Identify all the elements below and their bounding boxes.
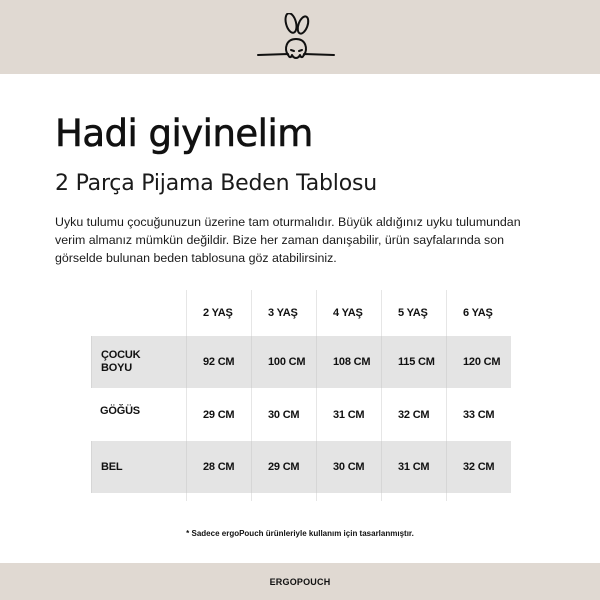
table-cell: 115 CM: [381, 336, 446, 388]
column-header: 2 YAŞ: [186, 290, 251, 336]
column-header: 5 YAŞ: [381, 290, 446, 336]
intro-paragraph: [55, 213, 550, 267]
intro-line: Uyku tulumu çocuğunuzun üzerine tam oturmalıdır. Büyük aldığınız uyku tulumundan: [55, 215, 521, 229]
table-cell: 31 CM: [316, 388, 381, 441]
column-header: 4 YAŞ: [316, 290, 381, 336]
row-label: BEL: [91, 441, 186, 493]
header-band: [0, 0, 600, 74]
footer-band: [0, 563, 600, 600]
row-label: GÖĞÜS: [100, 405, 140, 417]
table-row-child-height: [91, 336, 511, 388]
footnote: * Sadece ergoPouch ürünleriyle kullanım için tasarlanmıştır.: [186, 529, 414, 538]
table-cell: 32 CM: [446, 441, 511, 493]
table-cell: 29 CM: [186, 388, 251, 441]
intro-line: verim almanız mümkün değildir. Bize her zaman danışabilir, ürün sayfalarında son: [55, 233, 505, 247]
size-table: [91, 290, 511, 501]
column-header: 3 YAŞ: [251, 290, 316, 336]
table-row-waist: [91, 441, 511, 493]
table-cell: 108 CM: [316, 336, 381, 388]
table-cell: 29 CM: [251, 441, 316, 493]
bunny-peeking-icon: [256, 13, 336, 65]
table-row-chest: [91, 388, 511, 441]
row-label-line: BOYU: [101, 362, 132, 374]
table-cell: 100 CM: [251, 336, 316, 388]
table-cell: 30 CM: [251, 388, 316, 441]
table-corner-cell: [91, 290, 186, 336]
page-title: Hadi giyinelim: [55, 112, 313, 155]
table-cell: 120 CM: [446, 336, 511, 388]
table-cell: 32 CM: [381, 388, 446, 441]
page-subtitle: 2 Parça Pijama Beden Tablosu: [55, 171, 377, 196]
intro-line: görselde bulunan beden tablosuna göz atabilirsiniz.: [55, 251, 337, 265]
table-header-row: [91, 290, 511, 336]
table-cell: 31 CM: [381, 441, 446, 493]
table-cell: 30 CM: [316, 441, 381, 493]
column-header: 6 YAŞ: [446, 290, 511, 336]
table-bottom-edge: [91, 493, 511, 501]
table-cell: 28 CM: [186, 441, 251, 493]
table-cell: 33 CM: [446, 388, 511, 441]
row-label-line: ÇOCUK: [101, 349, 141, 361]
row-label: [91, 336, 186, 388]
brand-name: ERGOPOUCH: [269, 576, 331, 587]
table-cell: 92 CM: [186, 336, 251, 388]
